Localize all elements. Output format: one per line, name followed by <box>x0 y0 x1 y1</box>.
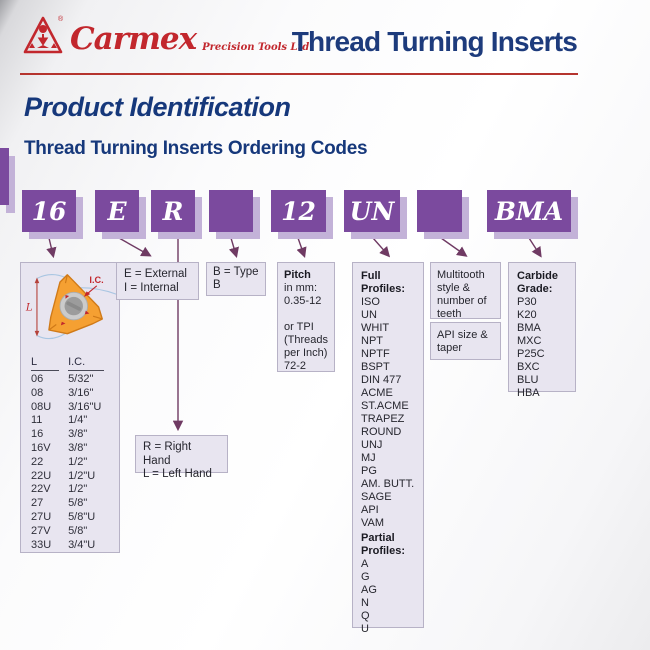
table-row: 16 3/8" <box>31 428 88 441</box>
profile-item: VAM <box>361 517 385 529</box>
pitch-line: or TPI <box>284 321 314 333</box>
table-row: 22U 1/2"U <box>31 469 96 482</box>
profile-item: ST.ACME <box>361 400 409 412</box>
table-row: 16V 3/8" <box>31 441 88 454</box>
multitooth-text: Multitooth style & number of teeth <box>437 269 487 320</box>
grade-item: BLU <box>517 374 539 386</box>
size-table-header <box>31 355 115 371</box>
brand-suffix: Precision Tools Ltd. <box>202 42 313 53</box>
pitch-line: 72-2 <box>284 360 307 372</box>
profile-item: MJ <box>361 452 376 464</box>
code-box-ext-int: E <box>95 190 139 232</box>
code-box-hand: R <box>151 190 195 232</box>
profile-item: AM. BUTT. <box>361 478 415 490</box>
type-b-text: B = Type B <box>213 266 259 291</box>
code-box-profile: UN <box>344 190 400 232</box>
profile-item: ACME <box>361 387 393 399</box>
table-row: 22V 1/2" <box>31 483 88 496</box>
panel-insert-sizes <box>20 262 120 553</box>
code-box-multitooth <box>417 190 462 232</box>
profile-item: UNJ <box>361 439 383 451</box>
registered-mark: ® <box>58 16 64 23</box>
code-box-type <box>209 190 253 232</box>
profile-item: DIN 477 <box>361 374 402 386</box>
ic-label: I.C. <box>89 275 104 286</box>
brand-name: Carmex <box>70 21 197 57</box>
table-row: 11 1/4" <box>31 414 88 427</box>
hand-line1: R = Right Hand <box>143 441 192 467</box>
profile-item: TRAPEZ <box>361 413 405 425</box>
panel-carbide <box>508 262 576 399</box>
section-subtitle: Thread Turning Inserts Ordering Codes <box>24 138 368 159</box>
pitch-lines <box>284 282 328 373</box>
table-row: 27V 5/8" <box>31 524 88 537</box>
grade-item: BMA <box>517 322 541 334</box>
profile-item: AG <box>361 584 377 596</box>
profile-item: U <box>361 623 369 635</box>
partial-profiles-list <box>361 558 415 636</box>
insert-diagram <box>25 267 117 347</box>
profile-item: A <box>361 558 369 570</box>
code-box-pitch: 12 <box>271 190 326 232</box>
pitch-line: in mm: <box>284 282 317 294</box>
table-row: 08U 3/16"U <box>31 400 102 413</box>
size-table <box>31 355 115 552</box>
ei-line1: E = External <box>124 268 187 280</box>
partial-profiles-title: Partial Profiles: <box>361 532 406 557</box>
profile-item: UN <box>361 309 377 321</box>
profile-item: ISO <box>361 296 380 308</box>
pitch-line: (Threads <box>284 334 329 346</box>
profile-item: NPTF <box>361 348 390 360</box>
profile-item: N <box>361 597 369 609</box>
section-title: Product Identification <box>24 92 291 122</box>
panel-type-b <box>206 262 266 296</box>
pitch-line <box>284 308 328 321</box>
profile-item: G <box>361 571 370 583</box>
grade-item: K20 <box>517 309 537 321</box>
profile-item: SAGE <box>361 491 392 503</box>
col-header-ic: I.C. <box>68 355 104 371</box>
api-text: API size & taper <box>437 329 488 354</box>
panel-pitch <box>277 262 335 372</box>
profile-item: NPT <box>361 335 383 347</box>
profile-item: API <box>361 504 379 516</box>
length-label: L <box>25 302 33 314</box>
pitch-line: per Inch) <box>284 347 328 359</box>
hand-line2: L = Left Hand <box>143 468 212 480</box>
grade-item: P25C <box>517 348 545 360</box>
table-row: 08 3/16" <box>31 386 94 399</box>
panel-hand <box>135 435 228 480</box>
grade-item: P30 <box>517 296 537 308</box>
code-box-size: 16 <box>22 190 76 232</box>
full-profiles-list <box>361 296 415 530</box>
pitch-title: Pitch <box>284 269 311 281</box>
profile-item: ROUND <box>361 426 402 438</box>
table-row: 27U 5/8"U <box>31 510 96 523</box>
full-profiles-title: Full Profiles: <box>361 270 406 295</box>
profile-item: Q <box>361 610 370 622</box>
grade-item: BXC <box>517 361 540 373</box>
grade-item: MXC <box>517 335 542 347</box>
col-header-l: L <box>31 355 59 371</box>
panel-multitooth <box>430 262 501 319</box>
page-title: Thread Turning Inserts <box>291 26 577 57</box>
table-row: 33U 3/4"U <box>31 538 96 551</box>
panel-external-internal <box>116 262 199 300</box>
profile-item: WHIT <box>361 322 390 334</box>
panel-api <box>430 322 501 360</box>
size-table-body <box>31 373 115 552</box>
profile-item: BSPT <box>361 361 390 373</box>
carbide-title: Carbide Grade: <box>517 270 558 295</box>
carbide-list <box>517 296 567 400</box>
pitch-line: 0.35-12 <box>284 295 322 307</box>
panel-profiles <box>352 262 424 635</box>
table-row: 06 5/32" <box>31 373 94 385</box>
profile-item: PG <box>361 465 377 477</box>
ei-line2: I = Internal <box>124 281 179 294</box>
table-row: 22 1/2" <box>31 455 88 468</box>
grade-item: HBA <box>517 387 540 399</box>
table-row: 27 5/8" <box>31 497 88 510</box>
code-box-grade: BMA <box>487 190 571 232</box>
